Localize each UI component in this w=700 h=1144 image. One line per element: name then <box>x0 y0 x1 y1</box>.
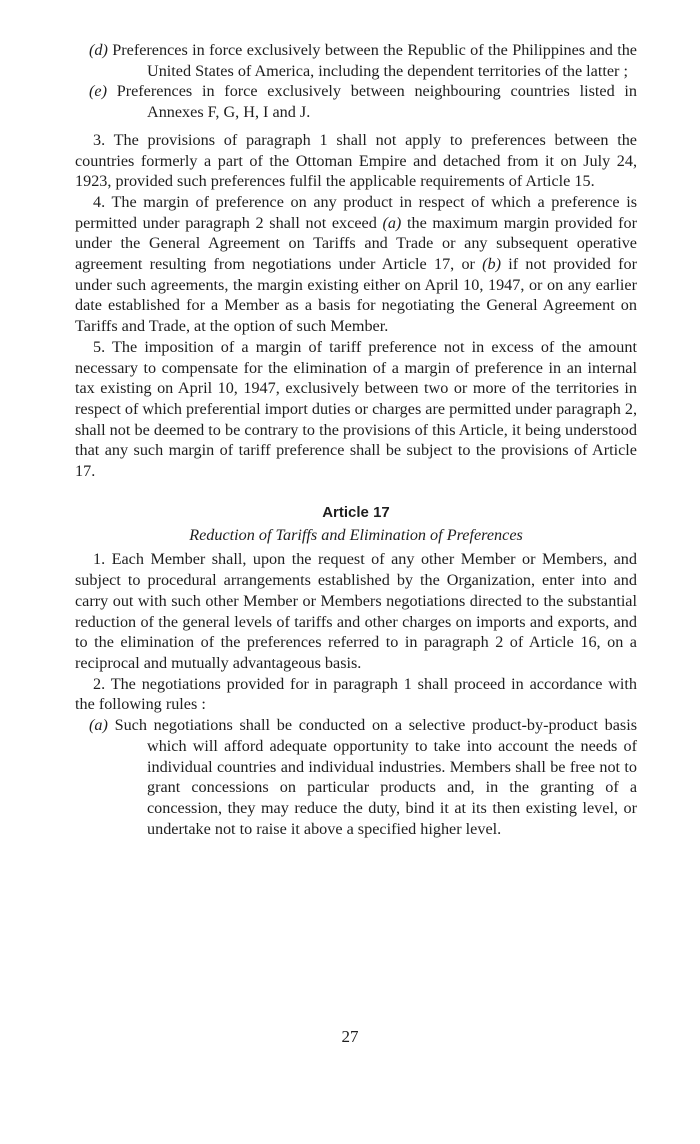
paragraph-3: 3. The provisions of paragraph 1 shall not apply to preferences between the countries formerly a part of the Ottoman Empire and detached from it on July 24, 1923, provided such preferences fulfil the applicable requirements of Article 15. <box>75 130 637 191</box>
item-text-e: Preferences in force exclusively between neighbouring countries listed in Annexes F, G, H, I and J. <box>116 82 637 122</box>
spacer <box>75 123 637 130</box>
article-subtitle: Reduction of Tariffs and Elimination of Preferences <box>189 525 523 544</box>
article-heading: Article 17 <box>322 503 390 521</box>
article-list-item-a <box>75 715 637 839</box>
paragraph-5: 5. The imposition of a margin of tariff preference not in excess of the amount necessary to compensate for the elimination of a margin of preference in an internal tax existing on April 10, 1947, exclusively between two or more of the territories in respect of which preferential import duties or charges are permitted under paragraph 2, shall not be deemed to be contrary to the provisions of this Article, it being understood that any such margin of tariff preference shall be subject to the provisions of Article 17. <box>75 337 637 481</box>
paragraph-4 <box>75 192 637 337</box>
article-paragraph-2: 2. The negotiations provided for in paragraph 1 shall proceed in accordance with the following rules : <box>75 674 637 714</box>
item-letter-e: (e) <box>89 82 107 101</box>
paragraph-4-part-3: if not provided for under such agreements, the margin existing either on April 10, 1947, or on any earlier date established for a Member as a basis for negotiating the General Agreement on Tariffs and Trade, at the option of such Member. <box>75 255 637 336</box>
list-item-d <box>75 40 637 81</box>
paragraph-4-part-2: the maximum margin provided for under the General Agreement on Tariffs and Trade or any subsequent operative agreement resulting from negotiations under Article 17, or <box>75 213 637 274</box>
paragraph-4-letter-a: (a) <box>382 213 402 232</box>
article-paragraph-1: 1. Each Member shall, upon the request of any other Member or Members, and subject to procedural arrangements established by the Organization, enter into and carry out with such other Member or Members negotiations directed to the substantial reduction of the general levels of tariffs and other charges on imports and exports, and to the elimination of the preferences referred to in paragraph 2 of Article 16, on a reciprocal and mutually advantageous basis. <box>75 550 637 672</box>
paragraph-4-part-1: 4. The margin of preference on any product in respect of which a preference is permitted under paragraph 2 shall not exceed <box>75 192 637 232</box>
item-letter-a: (a) <box>89 716 108 735</box>
list-item-e <box>75 81 637 122</box>
page-number: 27 <box>341 1027 359 1046</box>
item-letter-d: (d) <box>89 41 108 59</box>
page-body <box>75 40 637 839</box>
paragraph-4-letter-b: (b) <box>482 255 502 274</box>
item-text-a: Such negotiations shall be conducted on a selective product-by-product basis which will afford adequate opportunity to take into account the needs of individual countries and individual industries. Members shall be free not to grant concessions on particular products and, in the granting of a concession, they may reduce the duty, bind it at its then existing level, or undertake not to raise it above a specified higher level. <box>114 716 637 838</box>
item-text-d: Preferences in force exclusively between the Republic of the Philippines and the United States of America, including the dependent territories of the latter ; <box>112 41 637 80</box>
